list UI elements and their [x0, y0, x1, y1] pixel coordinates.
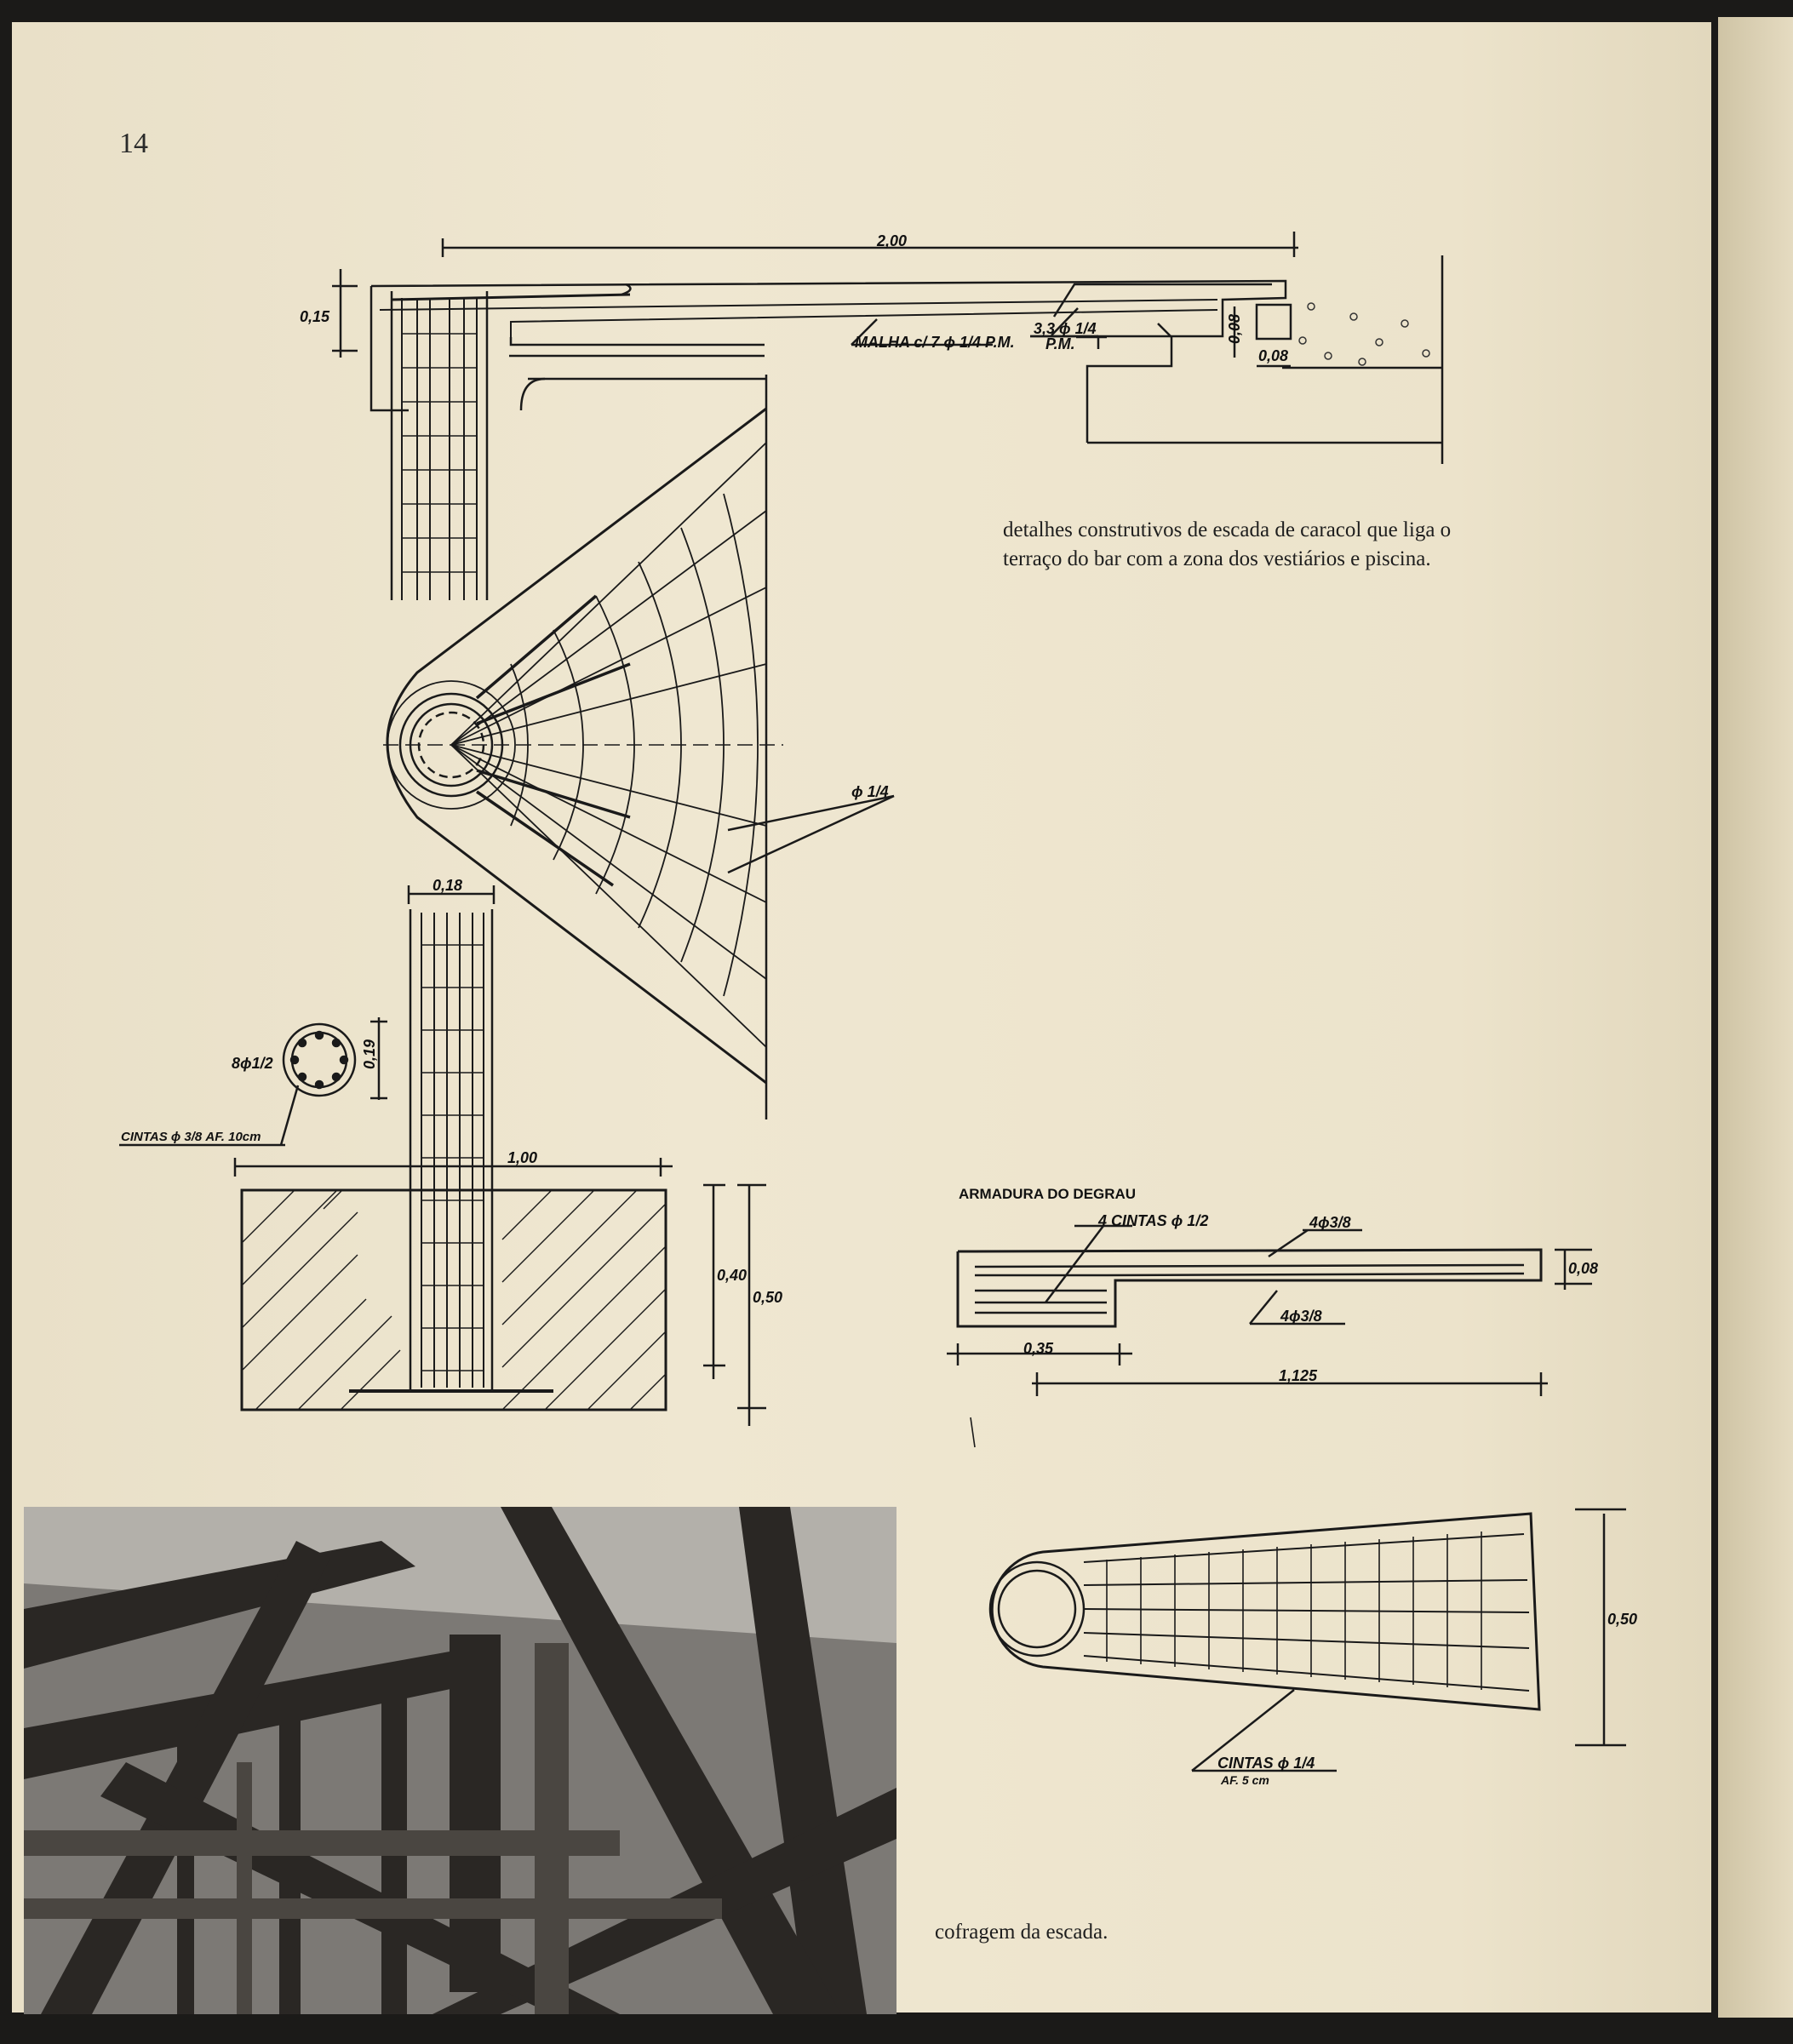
column-drawing: [392, 291, 494, 1392]
label-dim-100: 1,00: [507, 1149, 538, 1166]
label-dim-008-horizontal: 0,08: [1258, 347, 1289, 364]
label-cintas-column: CINTAS ϕ 3/8 AF. 10cm: [121, 1130, 261, 1144]
column-section-drawing: [119, 1017, 387, 1145]
photo-caption: cofragem da escada.: [935, 1921, 1108, 1944]
label-dim-018: 0,18: [432, 877, 463, 894]
label-dim-008-vertical: 0,08: [1226, 313, 1243, 344]
label-dim-1125: 1,125: [1279, 1367, 1318, 1384]
label-af-5cm: AF. 5 cm: [1221, 1773, 1269, 1787]
label-malha: MALHA c/ 7 ϕ 1/4 P.M.: [855, 334, 1015, 351]
label-bars-top: 3,3 ϕ 1/4: [1034, 320, 1097, 337]
formwork-photo: [24, 1507, 896, 2014]
label-armadura-title: ARMADURA DO DEGRAU: [959, 1186, 1137, 1202]
step-plan-drawing: [990, 1509, 1626, 1771]
label-bars-top-step: 4ϕ3/8: [1309, 1214, 1351, 1231]
label-cintas-step-plan: CINTAS ϕ 1/4: [1217, 1755, 1315, 1772]
label-dim-019: 0,19: [361, 1039, 378, 1069]
label-dim-200: 2,00: [877, 232, 908, 249]
concrete-fill-pattern: [1299, 303, 1429, 365]
label-dim-035: 0,35: [1023, 1340, 1054, 1357]
label-bars-bottom-step: 4ϕ3/8: [1280, 1308, 1322, 1325]
label-cintas-step: 4 CINTAS ϕ 1/2: [1098, 1212, 1209, 1229]
step-elevation-drawing: [947, 1226, 1592, 1447]
label-phi-14: ϕ 1/4: [851, 783, 889, 800]
label-dim-040: 0,40: [717, 1267, 748, 1284]
label-bars-pm: P.M.: [1045, 335, 1075, 352]
drawing-caption: detalhes construtivos de escada de caracol que liga o terraço do bar com a zona dos vestiários e piscina.: [1003, 518, 1452, 570]
label-dim-008-step: 0,08: [1568, 1260, 1599, 1277]
label-dim-050-foundation: 0,50: [753, 1289, 783, 1306]
label-bars-8: 8ϕ1/2: [232, 1055, 273, 1072]
label-dim-050-step: 0,50: [1607, 1611, 1638, 1628]
page-number: 14: [119, 128, 148, 159]
foundation-drawing: [235, 1158, 766, 1426]
label-dim-015: 0,15: [300, 308, 330, 325]
